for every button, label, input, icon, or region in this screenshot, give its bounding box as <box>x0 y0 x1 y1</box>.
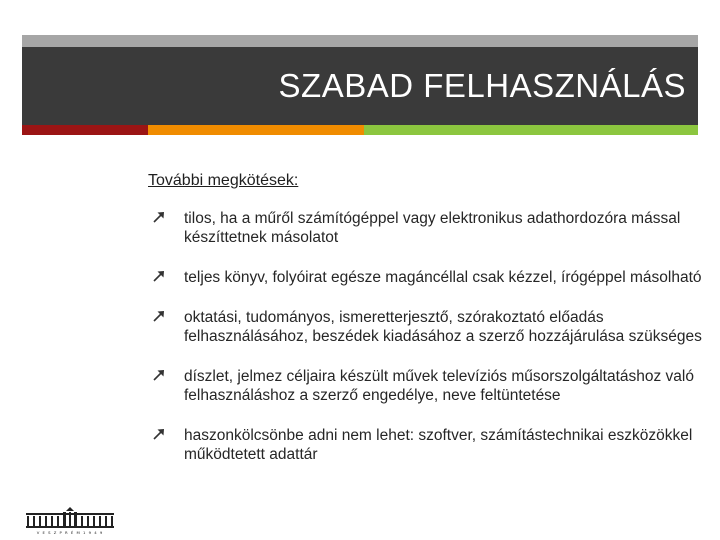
bullet-item <box>148 426 708 464</box>
bullet-text: tilos, ha a műről számítógéppel vagy elektronikus adathordozóra mással készíttetnek másolatot <box>184 210 681 246</box>
bullet-item <box>148 268 708 287</box>
accent-stripe-green <box>364 125 698 135</box>
diagonal-arrow-icon <box>152 269 166 283</box>
title-bar <box>22 47 698 125</box>
bullet-list <box>148 209 708 464</box>
header-top-line <box>22 35 698 47</box>
bullet-text: haszonkölcsönbe adni nem lehet: szoftver, számítástechnikai eszközökkel működtetett adattár <box>184 427 693 463</box>
subtitle: További megkötések: <box>148 172 299 189</box>
slide-title: SZABAD FELHASZNÁLÁS <box>278 67 686 104</box>
accent-stripe-orange <box>148 125 364 135</box>
bullet-text: teljes könyv, folyóirat egésze magáncéllal csak kézzel, írógéppel másolható <box>184 269 702 286</box>
diagonal-arrow-icon <box>152 309 166 323</box>
bullet-item <box>148 367 708 405</box>
diagonal-arrow-icon <box>152 368 166 382</box>
svg-text:V E S Z P R É M 1 9 4 9: V E S Z P R É M 1 9 4 9 <box>36 530 104 535</box>
university-building-logo <box>22 505 118 535</box>
accent-stripe-red <box>22 125 148 135</box>
bullet-item <box>148 209 708 247</box>
bullet-item <box>148 308 708 346</box>
bullet-text: oktatási, tudományos, ismeretterjesztő, szórakoztató előadás felhasználásához, beszédek kiadásához a szerző hozzájárulása szükséges <box>184 309 702 345</box>
bullet-text: díszlet, jelmez céljaira készült művek televíziós műsorszolgáltatáshoz való felhasználáshoz a szerző engedélye, neve feltüntetése <box>184 368 694 404</box>
diagonal-arrow-icon <box>152 427 166 441</box>
diagonal-arrow-icon <box>152 210 166 224</box>
